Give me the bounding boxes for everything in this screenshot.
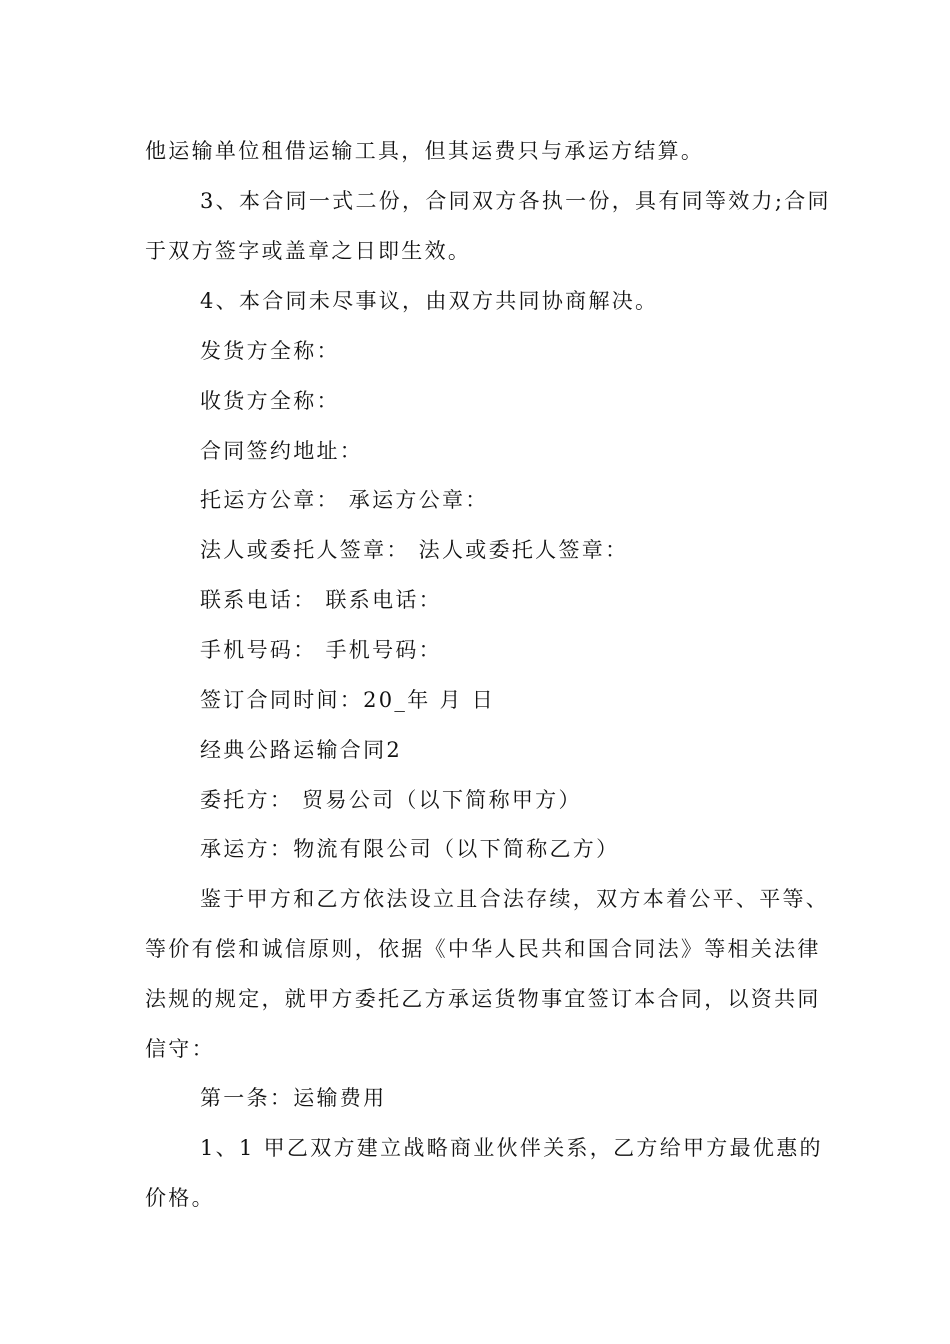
paragraph-line: 信守： (145, 1037, 215, 1061)
form-field-label: 联系电话： 联系电话： (200, 588, 442, 612)
article-heading: 第一条：运输费用 (200, 1086, 387, 1110)
paragraph-line: 法规的规定，就甲方委托乙方承运货物事宜签订本合同，以资共同 (145, 987, 821, 1011)
paragraph-line: 鉴于甲方和乙方依法设立且合法存续，双方本着公平、平等、 (200, 887, 830, 911)
form-field-label: 托运方公章： 承运方公章： (200, 488, 489, 512)
form-field-label: 发货方全称： (200, 339, 340, 363)
paragraph-line: 1、1 甲乙双方建立战略商业伙伴关系，乙方给甲方最优惠的 (200, 1136, 823, 1160)
party-line: 委托方： 贸易公司（以下简称甲方） (200, 788, 582, 812)
party-line: 承运方：物流有限公司（以下简称乙方） (200, 837, 620, 861)
paragraph-line: 3、本合同一式二份，合同双方各执一份，具有同等效力;合同 (200, 189, 831, 213)
paragraph-line: 于双方签字或盖章之日即生效。 (145, 239, 472, 263)
paragraph-line: 他运输单位租借运输工具，但其运费只与承运方结算。 (145, 139, 705, 163)
paragraph-line: 等价有偿和诚信原则，依据《中华人民共和国合同法》等相关法律 (145, 937, 821, 961)
form-field-label: 收货方全称： (200, 389, 340, 413)
paragraph-line: 价格。 (145, 1186, 215, 1210)
form-field-label: 法人或委托人签章： 法人或委托人签章： (200, 538, 629, 562)
form-field-label: 手机号码： 手机号码： (200, 638, 442, 662)
form-field-label: 合同签约地址： (200, 439, 364, 463)
form-field-label: 签订合同时间：20_年 月 日 (200, 688, 496, 712)
section-title: 经典公路运输合同2 (200, 738, 403, 762)
paragraph-line: 4、本合同未尽事议，由双方共同协商解决。 (200, 289, 659, 313)
